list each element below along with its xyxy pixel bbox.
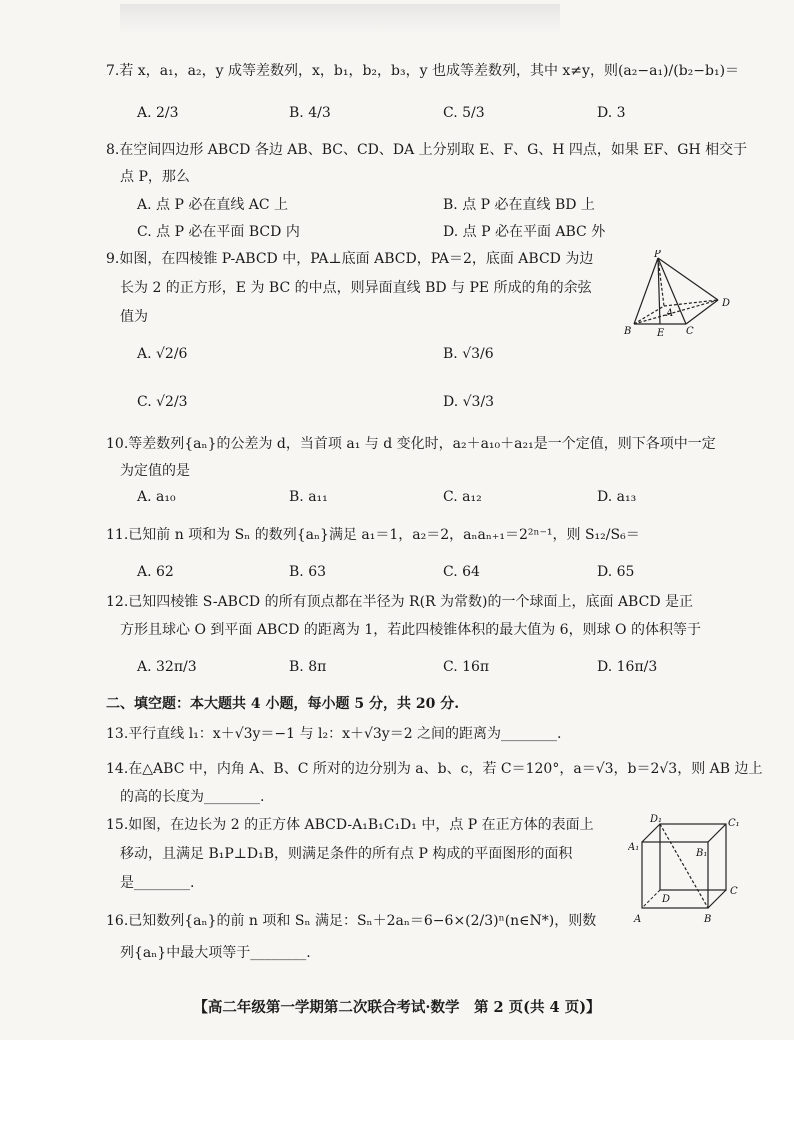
question-14-line2: 的高的长度为________. [120, 789, 265, 805]
question-16-line1: 16.已知数列{aₙ}的前 n 项和 Sₙ 满足：Sₙ＋2aₙ＝6−6×(2/3)ⁿ(n∈N*)，则数 [106, 913, 597, 929]
q9-option-c: C. √2/3 [137, 394, 188, 410]
label-b: B [624, 326, 632, 337]
question-14-line1: 14.在△ABC 中，内角 A、B、C 所对的边分别为 a、b、c，若 C＝120°，a＝√3，b＝2√3，则 AB 边上 [106, 761, 763, 777]
cube-figure [628, 812, 750, 934]
label-d: D [722, 298, 731, 309]
q7-option-b: B. 4/3 [289, 105, 331, 121]
section-fill-in-title: 二、填空题：本大题共 4 小题，每小题 5 分，共 20 分. [106, 696, 460, 712]
question-10-line2: 为定值的是 [120, 463, 190, 479]
scan-smudge [120, 4, 560, 34]
q11-option-c: C. 64 [443, 564, 480, 580]
question-15-line3: 是________. [120, 875, 195, 891]
q11-option-a: A. 62 [137, 564, 174, 580]
q12-option-c: C. 16π [443, 659, 490, 675]
q10-option-c: C. a₁₂ [443, 489, 482, 505]
question-9-line2: 长为 2 的正方形，E 为 BC 的中点，则异面直线 BD 与 PE 所成的角的余弦 [120, 280, 592, 296]
label-e: E [657, 328, 665, 339]
q10-option-b: B. a₁₁ [289, 489, 328, 505]
q9-option-a: A. √2/6 [137, 346, 188, 362]
q11-option-b: B. 63 [289, 564, 327, 580]
question-15-line2: 移动，且满足 B₁P⊥D₁B，则满足条件的所有点 P 构成的平面图形的面积 [120, 846, 573, 862]
question-12-line2: 方形且球心 O 到平面 ABCD 的距离为 1，若此四棱锥体积的最大值为 6，则球 O 的体积等于 [120, 622, 701, 638]
question-7-stem: 7.若 x，a₁，a₂，y 成等差数列，x，b₁，b₂，b₃，y 也成等差数列，其中 x≠y，则(a₂−a₁)/(b₂−b₁)＝ [106, 63, 740, 79]
question-8-line2: 点 P，那么 [120, 169, 190, 185]
label-p: P [654, 250, 661, 260]
label-d: D [662, 894, 671, 905]
page-footer: 【高二年级第一学期第二次联合考试·数学 第 2 页(共 4 页)】 [193, 999, 601, 1016]
q7-option-d: D. 3 [597, 105, 626, 121]
q11-option-d: D. 65 [597, 564, 635, 580]
label-a1: A₁ [628, 842, 640, 853]
q12-option-b: B. 8π [289, 659, 327, 675]
label-c: C [686, 326, 694, 337]
question-13: 13.平行直线 l₁：x＋√3y＝−1 与 l₂：x＋√3y＝2 之间的距离为________. [106, 726, 562, 742]
q8-option-a: A. 点 P 必在直线 AC 上 [137, 197, 289, 213]
q10-option-d: D. a₁₃ [597, 489, 637, 505]
question-16-line2: 列{aₙ}中最大项等于________. [120, 945, 311, 961]
q9-option-d: D. √3/3 [443, 394, 495, 410]
q12-option-d: D. 16π/3 [597, 659, 658, 675]
question-12-line1: 12.已知四棱锥 S-ABCD 的所有顶点都在半径为 R(R 为常数)的一个球面上，底面 ABCD 是正 [106, 594, 693, 610]
q9-option-b: B. √3/6 [443, 346, 494, 362]
q8-option-c: C. 点 P 必在平面 BCD 内 [137, 224, 300, 240]
q12-option-a: A. 32π/3 [137, 659, 197, 675]
label-c1: C₁ [728, 818, 740, 829]
question-9-line1: 9.如图，在四棱锥 P-ABCD 中，PA⊥底面 ABCD，PA＝2，底面 ABCD 为边 [106, 251, 594, 267]
q7-option-a: A. 2/3 [137, 105, 179, 121]
q10-option-a: A. a₁₀ [137, 489, 176, 505]
label-c: C [730, 886, 738, 897]
q8-option-b: B. 点 P 必在直线 BD 上 [443, 197, 595, 213]
question-10-line1: 10.等差数列{aₙ}的公差为 d，当首项 a₁ 与 d 变化时，a₂＋a₁₀＋a₂₁是一个定值，则下各项中一定 [106, 436, 716, 452]
label-a: A [634, 914, 642, 925]
question-8-line1: 8.在空间四边形 ABCD 各边 AB、BC、CD、DA 上分别取 E、F、G、H 四点，如果 EF、GH 相交于 [106, 142, 748, 158]
label-a: A [666, 308, 674, 319]
q8-option-d: D. 点 P 必在平面 ABC 外 [443, 224, 606, 240]
pyramid-figure [620, 250, 740, 340]
q7-option-c: C. 5/3 [443, 105, 485, 121]
label-b: B [704, 914, 712, 925]
label-b1: B₁ [696, 848, 708, 859]
question-15-line1: 15.如图，在边长为 2 的正方体 ABCD-A₁B₁C₁D₁ 中，点 P 在正方体的表面上 [106, 817, 594, 833]
label-d1: D₁ [650, 814, 663, 825]
question-9-line3: 值为 [120, 309, 148, 325]
question-11-stem: 11.已知前 n 项和为 Sₙ 的数列{aₙ}满足 a₁＝1，a₂＝2，aₙaₙ₊₁＝2²ⁿ⁻¹，则 S₁₂/S₆＝ [106, 527, 640, 543]
